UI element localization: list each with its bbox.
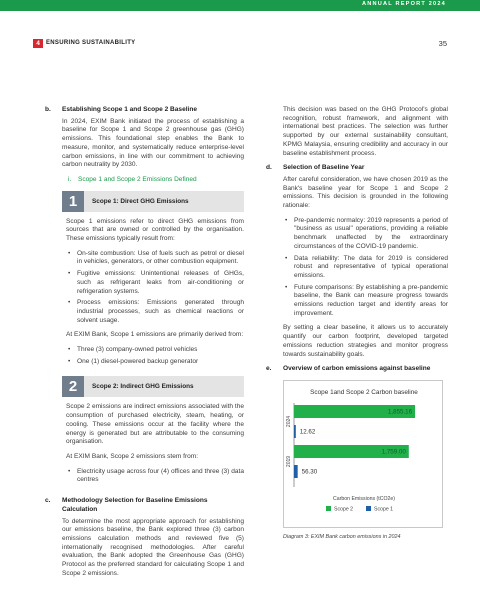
list-item: • Future comparisons: By establishing a pre-pandemic baseline, the Bank can measure progress towards emissions reduction target and identify areas for improvement. [283,284,448,319]
scope1-number: 1 [62,191,84,212]
chart-canvas [284,381,444,529]
bar-scope-1 [294,425,296,438]
heading-b-letter: b. [45,106,51,113]
list-item: • Fugitive emissions: Unintentional releases of GHGs, such as refrigerant leaks from air-conditioning or refrigeration systems. [66,270,244,296]
scope2-title: Scope 2: Indirect GHG Emissions [92,383,194,391]
emissions-chart [283,380,443,528]
x-axis-label: Carbon Emissions (tCO2e) [333,495,395,502]
list-item: • Data reliability: The data for 2019 is considered robust and representative of typical operational emissions. [283,255,448,281]
heading-d [266,164,448,173]
heading-b [45,106,244,115]
bar-scope-1 [294,465,298,478]
page-number: 35 [438,39,447,48]
data-label: 12.62 [299,428,316,436]
chart-title: Scope 1and Scope 2 Carbon baseline [310,388,418,396]
list-item: • Three (3) company-owned petrol vehicles [66,346,244,355]
heading-e [266,365,448,374]
heading-d-title: Selection of Baseline Year [283,164,365,172]
scope1-body [62,218,244,367]
legend-label: Scope 2 [334,506,354,513]
scope2-sources-list [66,468,244,485]
scope1-title: Scope 1: Direct GHG Emissions [92,197,189,205]
heading-e-letter: e. [266,365,272,373]
data-label: 1,855.16 [387,408,413,416]
list-item: • Pre-pandemic normalcy: 2019 represents a period of "business as usual" operations, providing a reliable benchmark unaffected by the extraordinary circumstances of the COVID-19 pandemic. [283,217,448,252]
legend-swatch [366,506,371,511]
heading-b-title: Establishing Scope 1 and Scope 2 Baseline [62,106,197,113]
paragraph-b: In 2024, EXIM Bank initiated the process of establishing a baseline for Scope 1 and Scope 2 greenhouse gas (GHG) emissions. This foundational step enables the Bank to measure, monitor, and systematically reduce enterprise-level carbon emissions, in line with our commitment to achieving carbon neutrality by 2030. [62,117,244,169]
heading-c-letter: c. [45,497,51,505]
scope2-card-header [62,376,244,397]
heading-c [45,497,244,514]
subheading-i-number: i. [68,175,72,183]
scope1-sources-list [66,346,244,366]
data-label: 56.30 [301,468,318,476]
heading-e-title: Overview of carbon emissions against baseline [283,365,431,373]
paragraph-c: To determine the most appropriate approach for establishing our emissions baseline, the Bank explored three (3) carbon emissions calculation methods and reviewed five (5) internationally recognised methodologies. After careful evaluation, the Bank adopted the Greenhouse Gas (GHG) Protocol as the preferred standard for calculating Scope 1 and Scope 2 emissions. [62,517,244,577]
list-item: • Electricity usage across four (4) offices and three (3) data centres [66,468,244,485]
report-label: ANNUAL REPORT 2024 [362,1,446,7]
left-column [45,106,244,584]
scope1-bullet-list [66,250,244,326]
scope1-mid: At EXIM Bank, Scope 1 emissions are primarily derived from: [66,331,244,339]
legend-label: Scope 1 [374,506,394,513]
paragraph-d-closing: By setting a clear baseline, it allows us to accurately quantify our carbon footprint, developed targeted emissions reduction strategies and monitor progress towards sustainability goals. [283,324,448,358]
scope2-mid: At EXIM Bank, Scope 2 emissions stem from: [66,452,199,460]
scope2-body [62,403,244,485]
top-banner [0,0,480,11]
section-number-badge: 4 [33,39,43,48]
chart-caption: Diagram 3: EXIM Bank carbon emissions in 2024 [283,533,401,540]
paragraph-d: After careful consideration, we have chosen 2019 as the Bank's baseline year for Scope 1 and Scope 2 emissions. This decision is grounded in the following rationale: [283,175,448,210]
section-title: ENSURING SUSTAINABILITY [46,40,136,46]
list-item: • On-site combustion: Use of fuels such as petrol or diesel in vehicles, generators, or other combustion equipment. [66,250,244,267]
heading-d-letter: d. [266,164,272,172]
scope1-intro: Scope 1 emissions refer to direct GHG emissions from sources that are owned or controlled by the organisation. These emissions typically result from: [66,217,244,243]
scope1-card-header [62,191,244,212]
scope2-number: 2 [62,376,84,397]
right-column [266,106,448,542]
rationale-list [283,217,448,319]
list-item: • Process emissions: Emissions generated through industrial processes, such as chemical reactions or solvent usage. [66,299,244,325]
subheading-i [62,176,244,185]
data-label: 1,759.00 [381,448,406,456]
list-item: • One (1) diesel-powered backup generator [66,358,244,367]
category-label: 2019 [286,455,292,468]
subheading-i-title: Scope 1 and Scope 2 Emissions Defined [78,175,197,183]
category-label: 2024 [286,415,292,428]
scope2-intro: Scope 2 emissions are indirect emissions associated with the consumption of purchased electricity, steam, heating, or cooling. These emissions occur at the facility where the energy is generated but are attributable to the consuming organisation. [66,403,244,446]
paragraph-continuation: This decision was based on the GHG Protocol's global recognition, robust framework, and alignment with international best practices. The selection was further supported by our external sustainability consultant, KPMG Malaysia, ensuring credibility and accuracy in our baseline establishment process. [283,106,448,157]
legend-swatch [326,506,331,511]
heading-c-title: Methodology Selection for Baseline Emissions Calculation [62,497,208,513]
